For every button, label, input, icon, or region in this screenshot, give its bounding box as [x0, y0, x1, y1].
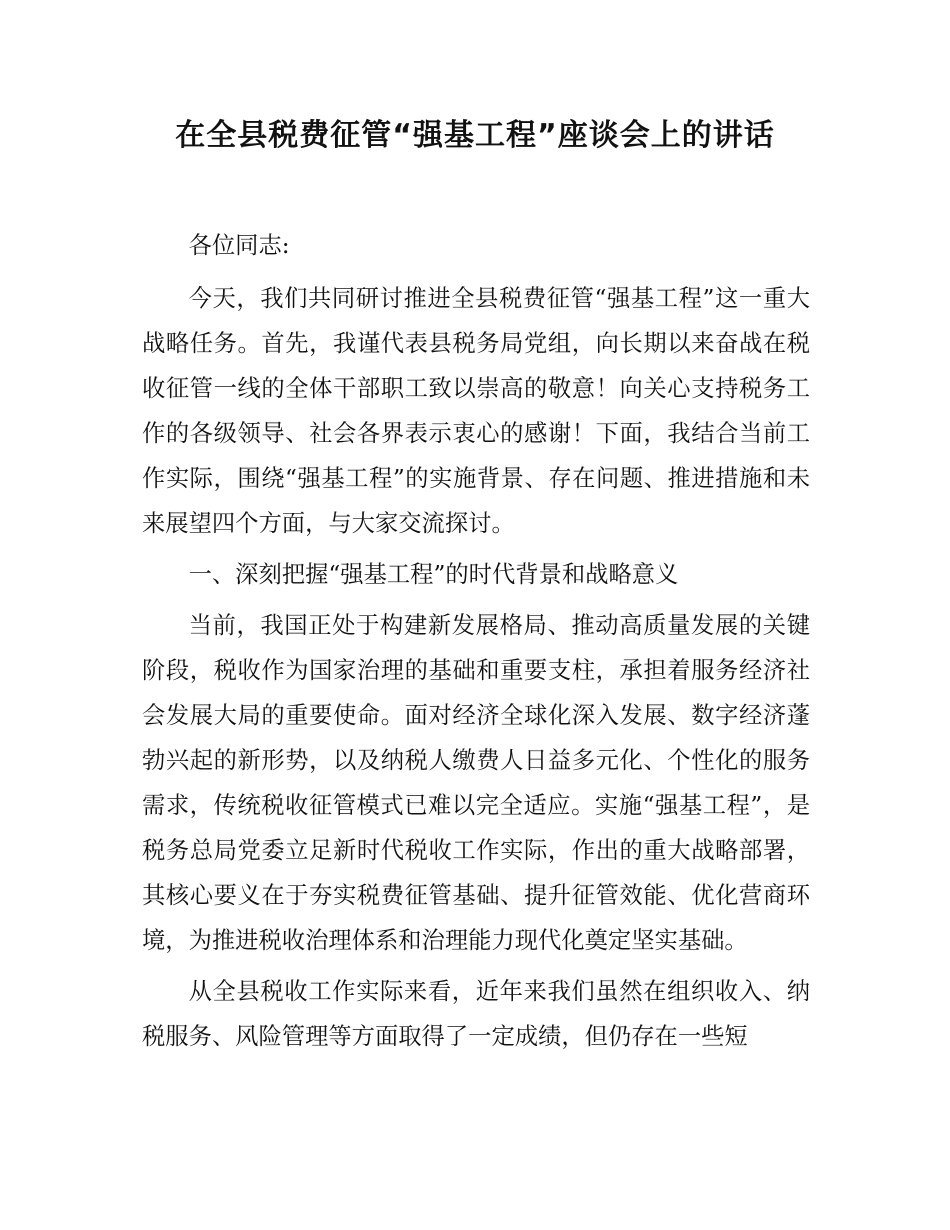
paragraph-intro: 今天，我们共同研讨推进全县税费征管“强基工程”这一重大战略任务。首先，我谨代表县税务局党组，向长期以来奋战在税收征管一线的全体干部职工致以崇高的敬意！向关心支持税务工作的各级领导、社会各界表示衷心的感谢！下面，我结合当前工作实际，围绕“强基工程”的实施背景、存在问题、推进措施和未来展望四个方面，与大家交流探讨。 [142, 285, 810, 537]
document-body [142, 223, 810, 1065]
salutation: 各位同志: [188, 232, 290, 259]
paragraph-background: 当前，我国正处于构建新发展格局、推动高质量发展的关键阶段，税收作为国家治理的基础和重要支柱，承担着服务经济社会发展大局的重要使命。面对经济全球化深入发展、数字经济蓬勃兴起的新形势，以及纳税人缴费人日益多元化、个性化的服务需求，传统税收征管模式已难以完全适应。实施“强基工程”，是税务总局党委立足新时代税收工作实际，作出的重大战略部署，其核心要义在于夯实税费征管基础、提升征管效能、优化营商环境，为推进税收治理体系和治理能力现代化奠定坚实基础。 [142, 612, 810, 954]
section-heading-1: 一、深刻把握“强基工程”的时代背景和战略意义 [188, 561, 679, 588]
document-title: 在全县税费征管“强基工程”座谈会上的讲话 [175, 118, 775, 153]
paragraph-county-situation: 从全县税收工作实际来看，近年来我们虽然在组织收入、纳税服务、风险管理等方面取得了一定成绩，但仍存在一些短 [142, 978, 810, 1050]
